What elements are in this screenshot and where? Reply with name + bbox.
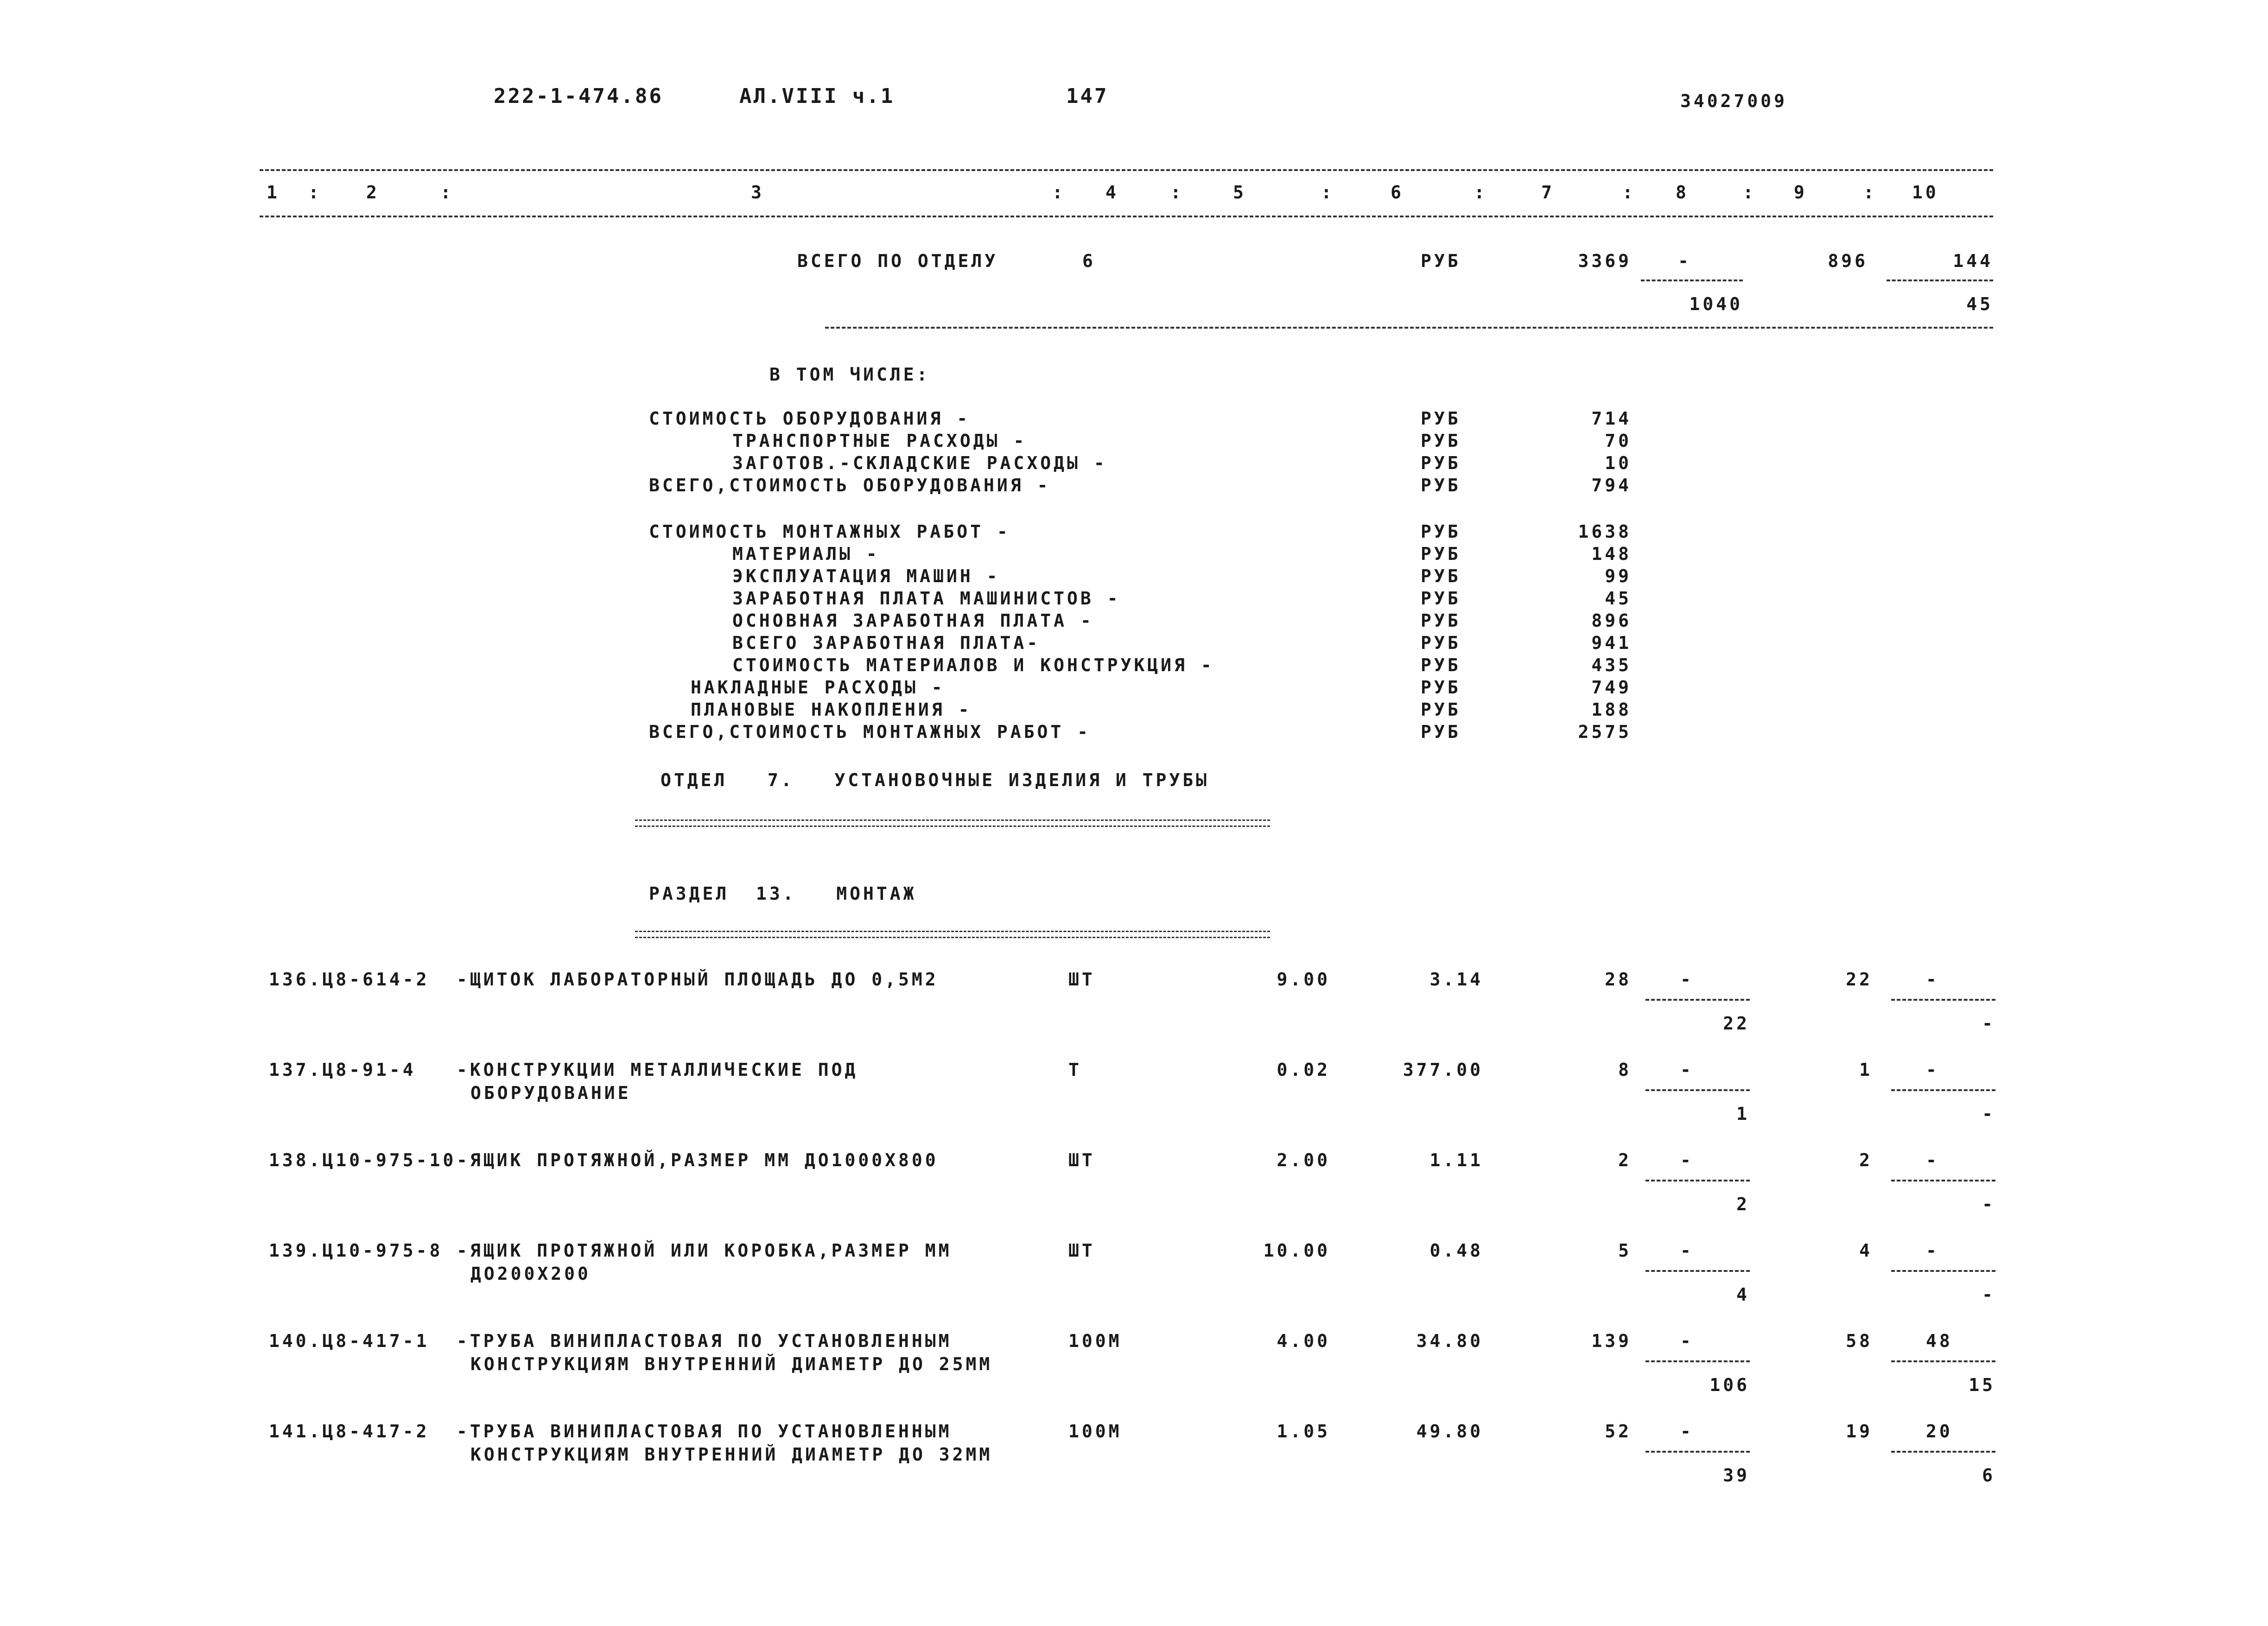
item-total-cost: 139	[1591, 1331, 1632, 1351]
item-col10: -	[1926, 1060, 1939, 1080]
summary-value: 714	[1591, 408, 1632, 429]
item-col9: 19	[1846, 1421, 1873, 1442]
item-total-cost: 28	[1605, 969, 1632, 990]
column-separator: :	[1743, 182, 1756, 203]
item-fraction-line-10	[1891, 1360, 1995, 1362]
column-number-7: 7	[1541, 182, 1555, 203]
item-code: 136.Ц8-614-2	[269, 969, 430, 990]
column-number-3: 3	[751, 182, 764, 203]
summary-value: 148	[1591, 544, 1632, 564]
item-unit-price: 3.14	[1429, 969, 1483, 990]
item-total-cost: 2	[1618, 1150, 1632, 1170]
item-code: 137.Ц8-91-4	[269, 1060, 416, 1080]
item-fraction-line-8	[1645, 1270, 1750, 1272]
item-name-continued: КОНСТРУКЦИЯМ ВНУТРЕННИЙ ДИАМЕТР ДО 32ММ	[470, 1444, 993, 1465]
item-unit-price: 377.00	[1403, 1060, 1483, 1080]
column-separator: :	[440, 182, 454, 203]
summary-unit: РУБ	[1421, 566, 1461, 586]
total-dept-number: 6	[1082, 251, 1096, 271]
item-col8-lower: 1	[1736, 1104, 1750, 1124]
summary-label: МАТЕРИАЛЫ -	[732, 544, 880, 564]
item-name: -ТРУБА ВИНИПЛАСТОВАЯ ПО УСТАНОВЛЕННЫМ	[457, 1331, 952, 1351]
summary-value: 99	[1605, 566, 1632, 586]
column-number-1: 1	[267, 182, 280, 203]
page-number: 147	[1066, 84, 1109, 108]
item-col10: -	[1926, 1240, 1939, 1261]
item-col8-lower: 22	[1723, 1013, 1750, 1034]
item-col8: -	[1680, 1150, 1694, 1170]
item-total-cost: 5	[1618, 1240, 1632, 1261]
total-col8-lower: 1040	[1689, 294, 1743, 314]
summary-label: НАКЛАДНЫЕ РАСХОДЫ -	[691, 677, 945, 698]
item-unit: ШТ	[1068, 1150, 1095, 1170]
total-fraction-line-8	[1641, 279, 1743, 281]
summary-label: СТОИМОСТЬ ОБОРУДОВАНИЯ -	[649, 408, 971, 429]
item-unit-price: 0.48	[1429, 1240, 1483, 1261]
column-separator: :	[1170, 182, 1184, 203]
column-separator: :	[308, 182, 322, 203]
summary-label: СТОИМОСТЬ МАТЕРИАЛОВ И КОНСТРУКЦИЯ -	[732, 655, 1214, 675]
item-name: -ТРУБА ВИНИПЛАСТОВАЯ ПО УСТАНОВЛЕННЫМ	[457, 1421, 952, 1442]
total-col10: 144	[1953, 251, 1993, 271]
item-total-cost: 8	[1618, 1060, 1632, 1080]
item-fraction-line-8	[1645, 1089, 1750, 1091]
item-fraction-line-8	[1645, 999, 1750, 1001]
summary-unit: РУБ	[1421, 431, 1461, 451]
item-quantity: 2.00	[1277, 1150, 1330, 1170]
summary-label: ПЛАНОВЫЕ НАКОПЛЕНИЯ -	[691, 699, 972, 720]
item-col10-lower: -	[1982, 1104, 1995, 1124]
item-name: -КОНСТРУКЦИИ МЕТАЛЛИЧЕСКИЕ ПОД	[457, 1060, 858, 1080]
item-unit-price: 49.80	[1416, 1421, 1483, 1442]
summary-label: ЗАРАБОТНАЯ ПЛАТА МАШИНИСТОВ -	[732, 588, 1121, 609]
total-unit: РУБ	[1421, 251, 1461, 271]
item-unit: ШТ	[1068, 969, 1095, 990]
item-quantity: 9.00	[1277, 969, 1330, 990]
item-unit: 100М	[1068, 1331, 1122, 1351]
item-code: 140.Ц8-417-1	[269, 1331, 430, 1351]
column-separator: :	[1622, 182, 1636, 203]
total-col10-lower: 45	[1966, 294, 1993, 314]
department-title: ОТДЕЛ 7. УСТАНОВОЧНЫЕ ИЗДЕЛИЯ И ТРУБЫ	[661, 770, 1209, 790]
column-number-2: 2	[366, 182, 380, 203]
item-name: -ЯЩИК ПРОТЯЖНОЙ,РАЗМЕР ММ ДО1000Х800	[457, 1150, 939, 1170]
doc-code: 222-1-474.86	[494, 84, 663, 108]
total-cost: 3369	[1578, 251, 1632, 271]
total-fraction-line-10	[1887, 279, 1993, 281]
item-code: 138.Ц10-975-10	[269, 1150, 457, 1170]
item-quantity: 10.00	[1263, 1240, 1330, 1261]
summary-value: 10	[1605, 453, 1632, 473]
section-underline	[635, 931, 1270, 938]
summary-label: ЗАГОТОВ.-СКЛАДСКИЕ РАСХОДЫ -	[732, 453, 1107, 473]
summary-value: 45	[1605, 588, 1632, 609]
summary-value: 435	[1591, 655, 1632, 675]
section-title: РАЗДЕЛ 13. МОНТАЖ	[649, 883, 917, 904]
summary-value: 749	[1591, 677, 1632, 698]
summary-unit: РУБ	[1421, 408, 1461, 429]
item-col9: 4	[1859, 1240, 1873, 1261]
summary-value: 1638	[1578, 521, 1632, 542]
item-unit-price: 34.80	[1416, 1331, 1483, 1351]
item-name-continued: КОНСТРУКЦИЯМ ВНУТРЕННИЙ ДИАМЕТР ДО 25ММ	[470, 1354, 993, 1374]
item-col10: 20	[1926, 1421, 1953, 1442]
total-bottom-rule	[825, 327, 1993, 329]
item-fraction-line-10	[1891, 1270, 1995, 1272]
summary-unit: РУБ	[1421, 544, 1461, 564]
album-number: АЛ.VIII ч.1	[739, 84, 895, 108]
header-bottom-rule	[260, 216, 1993, 217]
summary-unit: РУБ	[1421, 699, 1461, 720]
item-col8: -	[1680, 1421, 1694, 1442]
item-fraction-line-8	[1645, 1360, 1750, 1362]
item-col8-lower: 106	[1709, 1375, 1750, 1395]
item-col8-lower: 2	[1736, 1194, 1750, 1214]
item-col10-lower: 15	[1969, 1375, 1995, 1395]
item-col10-lower: -	[1982, 1284, 1995, 1305]
item-col9: 2	[1859, 1150, 1873, 1170]
summary-value: 2575	[1578, 722, 1632, 742]
summary-value: 794	[1591, 475, 1632, 495]
summary-value: 941	[1591, 633, 1632, 653]
item-col8: -	[1680, 1331, 1694, 1351]
item-quantity: 4.00	[1277, 1331, 1330, 1351]
item-col8-lower: 4	[1736, 1284, 1750, 1305]
column-separator: :	[1321, 182, 1334, 203]
item-fraction-line-10	[1891, 999, 1995, 1001]
column-number-10: 10	[1912, 182, 1939, 203]
including-label: В ТОМ ЧИСЛЕ:	[769, 364, 930, 385]
column-number-6: 6	[1391, 182, 1404, 203]
column-separator: :	[1052, 182, 1066, 203]
item-col8-lower: 39	[1723, 1465, 1750, 1486]
item-col8: -	[1680, 1060, 1694, 1080]
item-col10: 48	[1926, 1331, 1953, 1351]
item-name-continued: ДО200Х200	[470, 1264, 591, 1284]
summary-unit: РУБ	[1421, 633, 1461, 653]
column-separator: :	[1474, 182, 1487, 203]
total-col8: -	[1678, 251, 1691, 271]
item-name: -ЯЩИК ПРОТЯЖНОЙ ИЛИ КОРОБКА,РАЗМЕР ММ	[457, 1240, 952, 1261]
summary-unit: РУБ	[1421, 453, 1461, 473]
summary-label: ВСЕГО,СТОИМОСТЬ МОНТАЖНЫХ РАБОТ -	[649, 722, 1091, 742]
item-col9: 1	[1859, 1060, 1873, 1080]
item-col9: 58	[1846, 1331, 1873, 1351]
item-code: 141.Ц8-417-2	[269, 1421, 430, 1442]
total-label: ВСЕГО ПО ОТДЕЛУ	[797, 251, 998, 271]
item-unit-price: 1.11	[1429, 1150, 1483, 1170]
column-number-4: 4	[1105, 182, 1119, 203]
item-name: -ЩИТОК ЛАБОРАТОРНЫЙ ПЛОЩАДЬ ДО 0,5М2	[457, 969, 939, 990]
item-unit: 100М	[1068, 1421, 1122, 1442]
column-number-9: 9	[1794, 182, 1807, 203]
item-fraction-line-10	[1891, 1089, 1995, 1091]
item-fraction-line-10	[1891, 1451, 1995, 1453]
item-quantity: 0.02	[1277, 1060, 1330, 1080]
summary-unit: РУБ	[1421, 588, 1461, 609]
item-total-cost: 52	[1605, 1421, 1632, 1442]
summary-label: ВСЕГО,СТОИМОСТЬ ОБОРУДОВАНИЯ -	[649, 475, 1051, 495]
item-fraction-line-10	[1891, 1180, 1995, 1181]
summary-value: 188	[1591, 699, 1632, 720]
summary-label: СТОИМОСТЬ МОНТАЖНЫХ РАБОТ -	[649, 521, 1010, 542]
summary-label: ВСЕГО ЗАРАБОТНАЯ ПЛАТА-	[732, 633, 1041, 653]
summary-label: ЭКСПЛУАТАЦИЯ МАШИН -	[732, 566, 1000, 586]
item-quantity: 1.05	[1277, 1421, 1330, 1442]
summary-unit: РУБ	[1421, 521, 1461, 542]
item-unit: ШТ	[1068, 1240, 1095, 1261]
summary-unit: РУБ	[1421, 722, 1461, 742]
summary-unit: РУБ	[1421, 677, 1461, 698]
column-number-8: 8	[1676, 182, 1689, 203]
total-col9: 896	[1828, 251, 1868, 271]
summary-label: ОСНОВНАЯ ЗАРАБОТНАЯ ПЛАТА -	[732, 610, 1094, 631]
item-col8: -	[1680, 1240, 1694, 1261]
item-col10-lower: -	[1982, 1194, 1995, 1214]
item-col9: 22	[1846, 969, 1873, 990]
summary-value: 70	[1605, 431, 1632, 451]
item-col10-lower: 6	[1982, 1465, 1995, 1486]
item-fraction-line-8	[1645, 1180, 1750, 1181]
header-top-rule	[260, 169, 1993, 171]
item-unit: Т	[1068, 1060, 1082, 1080]
summary-unit: РУБ	[1421, 475, 1461, 495]
item-col10: -	[1926, 969, 1939, 990]
summary-unit: РУБ	[1421, 610, 1461, 631]
item-col8: -	[1680, 969, 1694, 990]
summary-unit: РУБ	[1421, 655, 1461, 675]
item-code: 139.Ц10-975-8	[269, 1240, 443, 1261]
summary-value: 896	[1591, 610, 1632, 631]
item-col10-lower: -	[1982, 1013, 1995, 1034]
column-number-5: 5	[1233, 182, 1246, 203]
department-underline	[635, 819, 1270, 827]
archive-number: 34027009	[1680, 91, 1788, 111]
column-separator: :	[1863, 182, 1877, 203]
item-col10: -	[1926, 1150, 1939, 1170]
summary-label: ТРАНСПОРТНЫЕ РАСХОДЫ -	[732, 431, 1027, 451]
item-name-continued: ОБОРУДОВАНИЕ	[470, 1083, 631, 1103]
item-fraction-line-8	[1645, 1451, 1750, 1453]
